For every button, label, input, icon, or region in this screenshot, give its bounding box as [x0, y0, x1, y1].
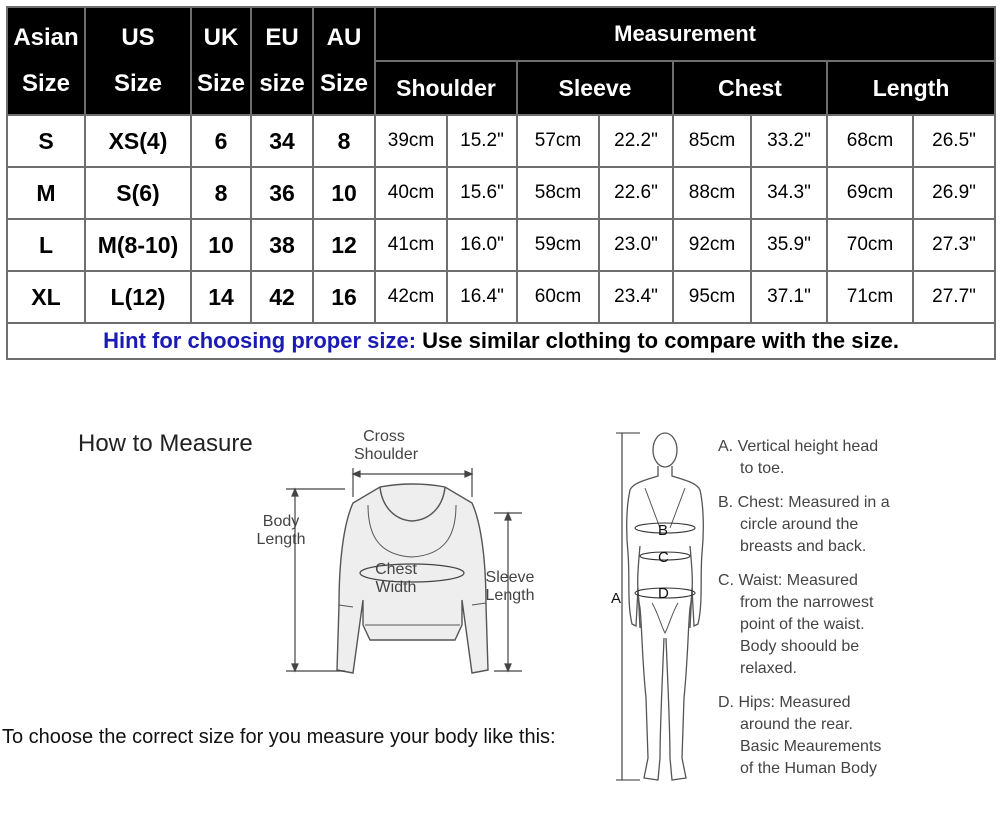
measurement-cell: 22.6" — [599, 167, 673, 219]
asian-size-cell: S — [7, 115, 85, 167]
table-row — [7, 271, 995, 323]
measurement-cell: 71cm — [827, 271, 913, 323]
table-row — [7, 167, 995, 219]
measurement-cell: 16.0" — [447, 219, 517, 271]
chest-width-label: Chest Width — [375, 561, 417, 596]
measurement-cell: 23.0" — [599, 219, 673, 271]
au-size-cell: 10 — [313, 167, 375, 219]
size-hint — [7, 323, 995, 359]
how-to-measure-title: How to Measure — [78, 430, 253, 457]
measurement-cell: 68cm — [827, 115, 913, 167]
measurement-cell: 22.2" — [599, 115, 673, 167]
header-uk-size: UK Size — [191, 7, 251, 115]
measurement-cell: 60cm — [517, 271, 599, 323]
table-row — [7, 219, 995, 271]
eu-size-cell: 34 — [251, 115, 313, 167]
measurement-cell: 26.9" — [913, 167, 995, 219]
measurement-cell: 27.3" — [913, 219, 995, 271]
cross-shoulder-label: Cross Shoulder — [354, 428, 419, 463]
measurement-cell: 15.2" — [447, 115, 517, 167]
eu-size-cell: 36 — [251, 167, 313, 219]
sweater-diagram — [250, 425, 560, 695]
header-length: Length — [827, 61, 995, 115]
hint-label: Hint for choosing proper size: — [103, 328, 417, 353]
measurement-cell: 41cm — [375, 219, 447, 271]
measurement-cell: 35.9" — [751, 219, 827, 271]
header-shoulder: Shoulder — [375, 61, 517, 115]
header-chest: Chest — [673, 61, 827, 115]
figure-letter-a: A — [611, 590, 622, 607]
legend-item-d: D. Hips: Measured around the rear. Basic Meaurements of the Human Body — [718, 694, 882, 777]
uk-size-cell: 6 — [191, 115, 251, 167]
measurement-cell: 42cm — [375, 271, 447, 323]
uk-size-cell: 14 — [191, 271, 251, 323]
au-size-cell: 12 — [313, 219, 375, 271]
header-au-size: AU Size — [313, 7, 375, 115]
au-size-cell: 8 — [313, 115, 375, 167]
measurement-cell: 40cm — [375, 167, 447, 219]
uk-size-cell: 10 — [191, 219, 251, 271]
measurement-legend — [718, 436, 998, 792]
measurement-cell: 88cm — [673, 167, 751, 219]
figure-letter-d: D — [658, 585, 669, 602]
measurement-cell: 15.6" — [447, 167, 517, 219]
measurement-cell: 16.4" — [447, 271, 517, 323]
header-sleeve: Sleeve — [517, 61, 673, 115]
measurement-cell: 69cm — [827, 167, 913, 219]
header-eu-size: EU size — [251, 7, 313, 115]
human-body-figure — [600, 428, 710, 794]
header-measurement: Measurement — [375, 7, 995, 61]
legend-item-b: B. Chest: Measured in a circle around the breasts and back. — [718, 494, 890, 555]
figure-letter-b: B — [658, 522, 669, 539]
measurement-cell: 23.4" — [599, 271, 673, 323]
figure-letter-c: C — [658, 549, 669, 566]
eu-size-cell: 42 — [251, 271, 313, 323]
measurement-cell: 57cm — [517, 115, 599, 167]
header-us-size: US Size — [85, 7, 191, 115]
choose-size-instruction: To choose the correct size for you measure your body like this: — [2, 726, 556, 748]
size-chart-table — [6, 6, 996, 360]
measurement-cell: 27.7" — [913, 271, 995, 323]
measurement-cell: 70cm — [827, 219, 913, 271]
measurement-cell: 59cm — [517, 219, 599, 271]
measurement-cell: 26.5" — [913, 115, 995, 167]
header-asian-size: Asian Size — [7, 7, 85, 115]
body-length-label: Body Length — [256, 513, 306, 548]
measurement-cell: 39cm — [375, 115, 447, 167]
measurement-cell: 95cm — [673, 271, 751, 323]
us-size-cell: XS(4) — [85, 115, 191, 167]
measurement-cell: 34.3" — [751, 167, 827, 219]
hint-text: Use similar clothing to compare with the size. — [416, 328, 899, 353]
sleeve-length-label: Sleeve Length — [485, 569, 535, 604]
asian-size-cell: XL — [7, 271, 85, 323]
table-row — [7, 115, 995, 167]
measurement-cell: 58cm — [517, 167, 599, 219]
uk-size-cell: 8 — [191, 167, 251, 219]
measurement-cell: 37.1" — [751, 271, 827, 323]
eu-size-cell: 38 — [251, 219, 313, 271]
au-size-cell: 16 — [313, 271, 375, 323]
measurement-cell: 85cm — [673, 115, 751, 167]
us-size-cell: M(8-10) — [85, 219, 191, 271]
measurement-cell: 33.2" — [751, 115, 827, 167]
asian-size-cell: L — [7, 219, 85, 271]
us-size-cell: S(6) — [85, 167, 191, 219]
asian-size-cell: M — [7, 167, 85, 219]
us-size-cell: L(12) — [85, 271, 191, 323]
legend-item-a: A. Vertical height head to toe. — [718, 438, 879, 477]
measurement-cell: 92cm — [673, 219, 751, 271]
legend-item-c: C. Waist: Measured from the narrowest point of the waist. Body shoould be relaxed. — [718, 572, 874, 677]
